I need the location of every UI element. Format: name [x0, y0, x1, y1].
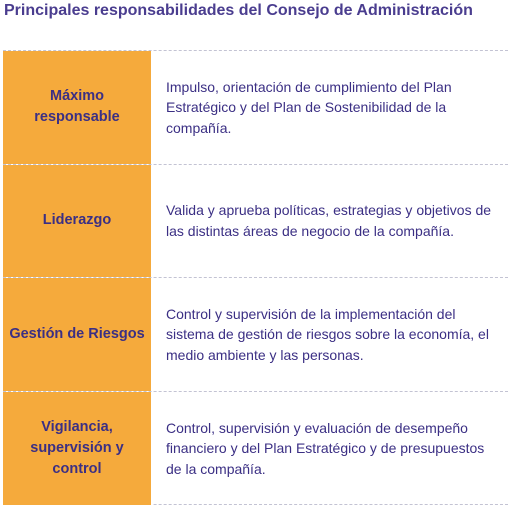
column-divider — [151, 392, 152, 506]
row-description: Valida y aprueba políticas, estrategias y objetivos de las distintas áreas de negocio de la compañía. — [166, 202, 492, 239]
row-description: Impulso, orientación de cumplimiento del Plan Estratégico y del Plan de Sostenibilidad de la compañía. — [166, 78, 452, 136]
table-row — [3, 392, 508, 506]
column-divider — [151, 278, 152, 391]
row-label-cell — [3, 165, 151, 278]
row-description-cell — [166, 165, 502, 278]
row-label: Máximo responsable — [34, 88, 120, 126]
row-label: Gestión de Riesgos — [9, 325, 145, 342]
row-label-cell — [3, 392, 151, 506]
column-divider — [151, 165, 152, 278]
row-label-cell — [3, 278, 151, 391]
row-description: Control, supervisión y evaluación de desempeño financiero y del Plan Estratégico y de presupuestos de la compañía. — [166, 419, 485, 477]
row-label: Vigilancia, supervisión y control — [30, 418, 124, 477]
row-description-cell — [166, 278, 502, 391]
page-title: Principales responsabilidades del Consejo de Administración — [4, 2, 473, 19]
row-label-cell — [3, 51, 151, 164]
row-label: Liderazgo — [42, 212, 112, 229]
table-row — [3, 278, 508, 392]
row-description-cell — [166, 392, 502, 506]
row-description: Control y supervisión de la implementación del sistema de gestión de riesgos sobre la economía, el medio ambiente y las personas. — [166, 305, 489, 363]
row-description-cell — [166, 51, 502, 164]
responsibilities-table — [3, 50, 508, 505]
column-divider — [151, 51, 152, 164]
table-row — [3, 51, 508, 165]
table-row — [3, 165, 508, 279]
